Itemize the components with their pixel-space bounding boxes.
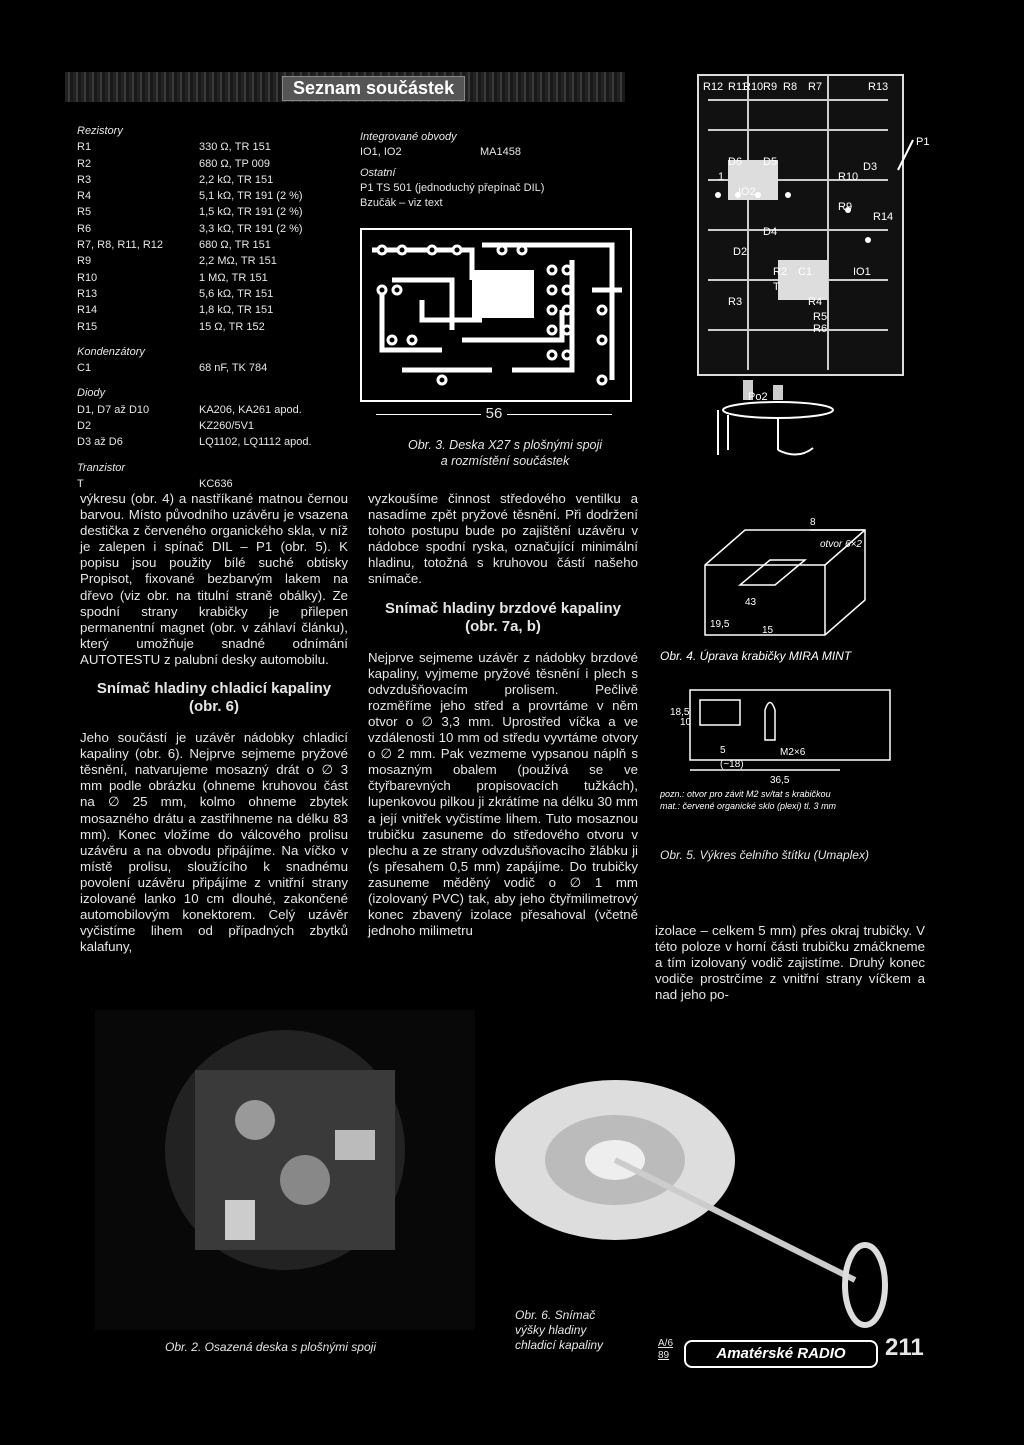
- component-label: IO1: [853, 266, 871, 278]
- component-label: R10: [743, 81, 764, 93]
- page-number: 211: [885, 1334, 924, 1361]
- caption-line: a rozmístění součástek: [440, 454, 570, 468]
- part-value: KZ260/5V1: [199, 420, 255, 433]
- section-heading: Snímač hladiny brzdové kapaliny (obr. 7a, b): [385, 599, 621, 635]
- part-value: KC636: [199, 477, 233, 490]
- issue-line: A/6: [658, 1338, 674, 1349]
- magazine-logo: Amatérské RADIO: [684, 1340, 878, 1368]
- figure-5-caption: Obr. 5. Výkres čelního štítku (Umaplex): [660, 848, 869, 862]
- component-label: R4: [808, 296, 823, 308]
- component-label: R5: [813, 311, 828, 323]
- component-label: R3: [728, 296, 743, 308]
- ic-list: [360, 130, 660, 211]
- part-ref: T: [77, 477, 84, 490]
- component-label: P1: [916, 136, 930, 148]
- dimension-value: 56: [485, 405, 503, 422]
- part-value: 5,6 kΩ, TR 151: [199, 287, 274, 300]
- note: pozn.: otvor pro závit M2 sv/tat s krabičkou: [660, 789, 831, 799]
- part-value: 3,3 kΩ, TR 191 (2 %): [199, 222, 303, 235]
- component-label: R8: [783, 81, 798, 93]
- dimension-label: 43: [745, 597, 757, 608]
- part-value: 1,5 kΩ, TR 191 (2 %): [199, 206, 303, 219]
- text-column-1: [80, 491, 348, 955]
- caption-line: chladicí kapaliny: [515, 1338, 604, 1352]
- parts-row: [77, 270, 347, 286]
- part-value: 2,2 kΩ, TR 151: [199, 173, 274, 186]
- dimension-label: 5: [720, 745, 726, 756]
- figure-4-caption: Obr. 4. Úprava krabičky MIRA MINT: [660, 649, 852, 663]
- component-label: D4: [763, 226, 778, 238]
- parts-row: [77, 172, 347, 188]
- parts-row: [77, 221, 347, 237]
- parts-row: [77, 156, 347, 172]
- part-value: 680 Ω, TR 151: [199, 239, 271, 252]
- parts-row: [77, 286, 347, 302]
- text-column-3: [655, 923, 925, 1003]
- component-label: R2: [773, 266, 788, 278]
- dimension-label: 19,5: [710, 619, 730, 630]
- component-label: D5: [763, 156, 778, 168]
- ic-heading: Integrované obvody: [360, 131, 457, 143]
- ic-value: MA1458: [480, 146, 521, 158]
- part-value: KA206, KA261 apod.: [199, 403, 302, 416]
- part-value: 2,2 MΩ, TR 151: [199, 255, 277, 268]
- parts-group-heading: Diody: [77, 387, 106, 400]
- pcb-traces: [362, 230, 630, 400]
- part-value: 68 nF, TK 784: [199, 362, 268, 375]
- component-label: D6: [728, 156, 743, 168]
- dimension-label: 18,5: [670, 707, 690, 718]
- figure-3-caption: [380, 437, 630, 469]
- component-label: IO2: [738, 186, 756, 198]
- other-line: P1 TS 501 (jednoduchý přepínač DIL): [360, 182, 545, 194]
- other-heading: Ostatní: [360, 167, 396, 179]
- part-ref: R10: [77, 271, 98, 284]
- component-label: C1: [798, 266, 813, 278]
- dimension-label: 8: [810, 517, 816, 528]
- parts-row: [77, 253, 347, 269]
- part-ref: R14: [77, 304, 98, 317]
- component-label: R12: [703, 81, 724, 93]
- other-line: Bzučák – viz text: [360, 197, 443, 209]
- caption-line: Obr. 3. Deska X27 s plošnými spoji: [407, 438, 603, 452]
- part-ref: R5: [77, 206, 92, 219]
- part-value: 5,1 kΩ, TR 191 (2 %): [199, 190, 303, 203]
- parts-row: [77, 434, 347, 450]
- part-ref: R9: [77, 255, 92, 268]
- paragraph: izolace – celkem 5 mm) přes okraj trubičky. V této poloze v horní části trubičku zmáčkneme a tím izolovaný vodič zajistíme. Druhý konec vodiče prostrčíme z vnitřní strany víčkem a nad jeho po-: [655, 923, 925, 1003]
- component-label: R9: [838, 201, 853, 213]
- parts-row: [77, 204, 347, 220]
- parts-row: [77, 188, 347, 204]
- paragraph: Jeho součástí je uzávěr nádobky chladicí kapaliny (obr. 6). Nejprve sejmeme pryžové těsnění, natvarujeme mosazný drát o ∅ 3 mm podle obrázku (ohneme kruhovou část na ∅ 25 mm, kolmo ohneme zbytek mosazného drátu a zastřihneme na délku 83 mm). Konec vložíme do válcového prolisu uzávěru a na obvodu připájíme. Na víčko v místě prolisu, sloužícího k snadnému povolení uzávěru připájíme z vnitřní strany izolované lanko 10 cm dlouhé, zakončené automobilovým konektorem. Celý uzávěr vyčistíme lihem od případných zbytků kalafuny,: [80, 730, 348, 955]
- component-label: T: [773, 281, 780, 293]
- part-ref: D3 až D6: [77, 436, 123, 449]
- paragraph: Nejprve sejmeme uzávěr z nádobky brzdové kapaliny, vyjmeme pryžové těsnění i plech s odvzdušňovacím prolisem. Pečlivě rozměříme jeho střed a provrtáme v něm otvor o ∅ 3,3 mm. Uprostřed víčka a ve vzdálenosti 10 mm od středu vyvrtáme otvory o ∅ 2 mm. Pak vezmeme vypsanou náplň s mosazným obalem (používá se ve čtyřbarevných propisovacích tužkách), lupenkovou pilkou ji zkrátíme na délku 30 mm a její vnitřek vyčistíme lihem. Tuto mosaznou trubičku zasuneme do středového otvoru v plechu a ze strany odvzdušňovacího žlábku ji (s přesahem 0,5 mm) zapájíme. Do trubičky zasuneme měděný vodič o ∅ 1 mm (izolovaný PVC) tak, aby jeho čtyřmilimetrový konec zbavený izolace přesahoval (včetně jednoho milimetru: [368, 649, 638, 939]
- part-value: 680 Ω, TP 009: [199, 157, 271, 170]
- part-ref: R2: [77, 157, 92, 170]
- sensor-photo: [95, 1010, 935, 1330]
- component-label: R9: [763, 81, 778, 93]
- ic-row: [360, 145, 660, 160]
- dimension-line: [507, 414, 612, 415]
- part-value: LQ1102, LQ1112 apod.: [199, 436, 312, 449]
- part-ref: R4: [77, 190, 92, 203]
- component-label: R6: [813, 323, 828, 335]
- parts-group-heading: Tranzistor: [77, 461, 126, 474]
- parts-row: [77, 237, 347, 253]
- parts-group-heading: Kondenzátory: [77, 345, 145, 358]
- part-value: 15 Ω, TR 152: [199, 320, 265, 333]
- part-ref: R1: [77, 141, 92, 154]
- dimension-line: [376, 414, 481, 415]
- caption-line: výšky hladiny: [515, 1323, 587, 1337]
- component-label: R13: [868, 81, 889, 93]
- parts-row: [77, 476, 347, 492]
- component-label: R7: [808, 81, 823, 93]
- part-ref: R7, R8, R11, R12: [77, 239, 164, 252]
- dimension-label: M2×6: [780, 747, 806, 758]
- parts-row: [77, 360, 347, 376]
- issue-line: 89: [658, 1350, 670, 1361]
- dimension-label: 36,5: [770, 775, 790, 786]
- part-ref: D1, D7 až D10: [77, 403, 150, 416]
- part-ref: R13: [77, 287, 98, 300]
- dimension-label: (~18): [720, 759, 744, 770]
- component-label: R10: [838, 171, 859, 183]
- part-value: 1,8 kΩ, TR 151: [199, 304, 274, 317]
- component-label: Po2: [748, 391, 768, 403]
- hole-label: otvor 6×2: [820, 539, 862, 550]
- note: mat.: červené organické sklo (plexi) tl. 3 mm: [660, 801, 837, 811]
- ic-ref: IO1, IO2: [360, 146, 402, 158]
- component-label: R11: [728, 81, 748, 93]
- part-ref: C1: [77, 362, 92, 375]
- section-title: Seznam součástek: [282, 76, 465, 101]
- component-label: D2: [733, 246, 748, 258]
- text-column-2: [368, 491, 638, 939]
- figure-4-drawing: [660, 505, 910, 665]
- part-ref: D2: [77, 420, 92, 433]
- part-ref: R15: [77, 320, 98, 333]
- issue-number: [658, 1338, 673, 1362]
- figure-5-drawing: [660, 685, 910, 815]
- parts-row: [77, 302, 347, 318]
- parts-row: [77, 402, 347, 418]
- parts-list: [77, 123, 347, 492]
- dimension-label: 10: [680, 717, 692, 728]
- part-value: 330 Ω, TR 151: [199, 141, 271, 154]
- caption-line: Obr. 6. Snímač: [515, 1308, 596, 1322]
- board-dimension: [360, 405, 628, 422]
- section-heading: Snímač hladiny chladicí kapaliny (obr. 6): [96, 680, 332, 716]
- figure-2-caption: Obr. 2. Osazená deska s plošnými spoji: [165, 1340, 376, 1354]
- parts-row: [77, 418, 347, 434]
- part-value: 1 MΩ, TR 151: [199, 271, 268, 284]
- part-ref: R3: [77, 173, 92, 186]
- paragraph: výkresu (obr. 4) a nastříkané matnou černou barvou. Místo původního uzávěru je vsazena destička z červeného organického skla, v níž je zalepen i spínač DIL – P1 (obr. 5). K popisu jsou použity bílé suché obtisky Propisot, fixované bezbarvým lakem na dřevo (viz obr. na titulní straně obálky). Ze spodní strany krabičky je přilepen permanentní magnet (obr. v záhlaví článku), který umožňuje snadné odnímání AUTOTESTU z palubní desky automobilu.: [80, 491, 348, 667]
- figure-6-caption: [515, 1308, 603, 1353]
- parts-row: [77, 139, 347, 155]
- component-layout-photo: [688, 70, 933, 460]
- component-label: R14: [873, 211, 894, 223]
- component-label: 1: [718, 171, 725, 183]
- parts-row: [77, 319, 347, 335]
- paragraph: vyzkoušíme činnost středového ventilku a nasadíme zpět pryžové těsnění. Při dodržení tohoto postupu bude po zajištění uzávěru v nádobce spodní ryska, označující minimální hladinu, totožná s kruhovou částí našeho snímače.: [368, 491, 638, 587]
- dimension-label: 15: [762, 625, 774, 636]
- parts-group-heading: Rezistory: [77, 125, 123, 137]
- component-label: D3: [863, 161, 878, 173]
- part-ref: R6: [77, 222, 92, 235]
- pcb-drawing: [360, 228, 632, 402]
